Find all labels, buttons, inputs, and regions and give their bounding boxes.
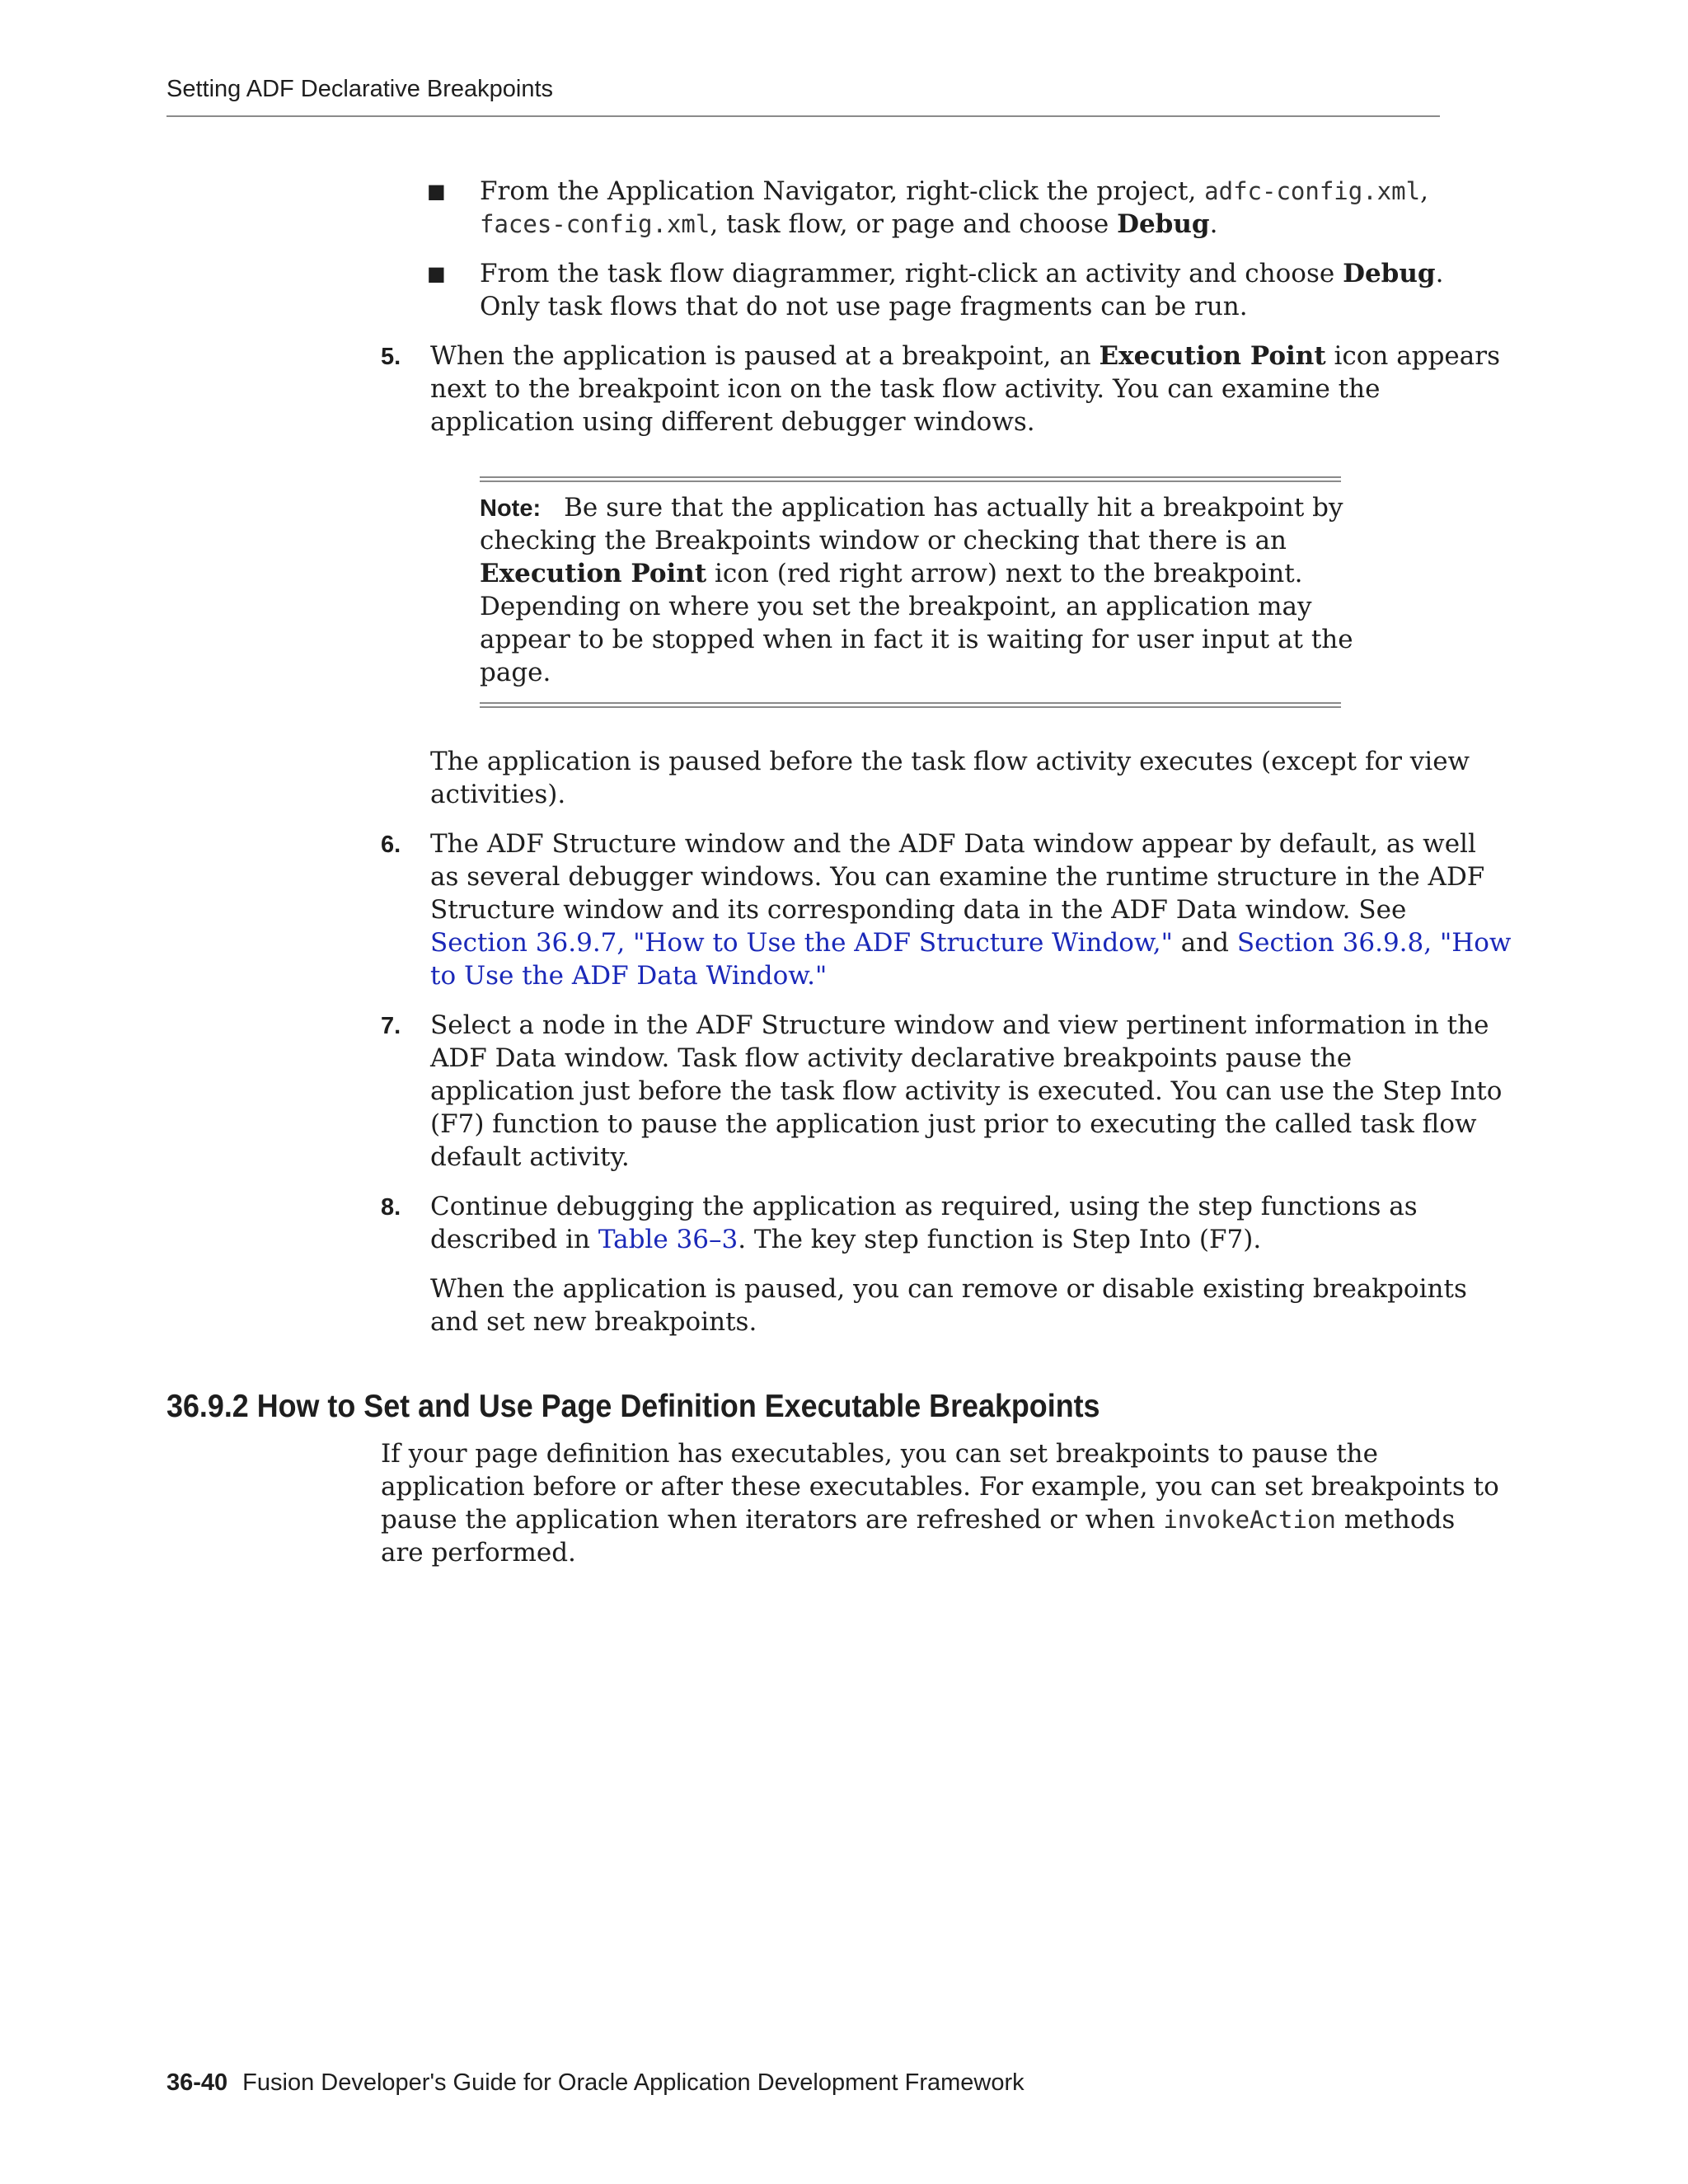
note-line-3: Execution Point icon (red right arrow) next to the breakpoint. [480,559,1303,588]
note-label: Note: [480,495,542,522]
debug-menu-term: Debug [1343,259,1436,288]
step-6-line-1: The ADF Structure window and the ADF Data window appear by default, as well [430,829,1476,859]
bullet-marker: ■ [427,262,446,285]
bullet-2-line-2: Only task flows that do not use page fragments can be run. [480,292,1248,321]
step-7-line-5: default activity. [430,1142,630,1172]
paused-paragraph-line-1: The application is paused before the task flow activity executes (except for view [430,747,1470,776]
step-7-line-1: Select a node in the ADF Structure window and view pertinent information in the [430,1010,1489,1040]
step-6-line-2: as several debugger windows. You can examine the runtime structure in the ADF [430,862,1485,892]
paused-paragraph-line-2: activities). [430,780,566,809]
step-5-line-1: When the application is paused at a breakpoint, an Execution Point icon appears [430,341,1500,371]
link-table-36-3[interactable]: Table 36–3 [598,1225,738,1254]
bullet-marker: ■ [427,180,446,203]
page-footer [166,2066,1025,2099]
step-7-line-4: (F7) function to pause the application just prior to executing the called task flow [430,1109,1477,1139]
link-section-36-9-7[interactable]: Section 36.9.7, "How to Use the ADF Structure Window," [430,928,1173,958]
section-body-line-1: If your page definition has executables, you can set breakpoints to pause the [381,1439,1378,1469]
step-number-7: 7. [381,1013,401,1039]
execution-point-term: Execution Point [1099,341,1326,371]
bullet-1-line-2: faces-config.xml, task flow, or page and choose Debug. [480,209,1218,239]
execution-point-term: Execution Point [480,559,707,588]
code-adfc-config: adfc-config.xml [1204,177,1421,205]
page-number: 36-40 [166,2069,228,2096]
step-8-para-2-line-1: When the application is paused, you can remove or disable existing breakpoints [430,1274,1467,1304]
note-line-1: Note: Be sure that the application has actually hit a breakpoint by [480,493,1343,523]
note-top-rule [480,476,1341,482]
step-8-para-2-line-2: and set new breakpoints. [430,1307,757,1337]
note-line-4: Depending on where you set the breakpoint, an application may [480,592,1312,621]
step-6-line-3: Structure window and its corresponding data in the ADF Data window. See [430,895,1407,925]
step-7-line-2: ADF Data window. Task flow activity declarative breakpoints pause the [430,1043,1353,1073]
header-rule [166,115,1440,117]
code-faces-config: faces-config.xml [480,210,710,238]
link-section-36-9-8-cont[interactable]: to Use the ADF Data Window." [430,961,828,991]
section-body-line-3: pause the application when iterators are refreshed or when invokeAction methods [381,1505,1456,1535]
note-bottom-rule [480,702,1341,708]
step-8-line-1: Continue debugging the application as required, using the step functions as [430,1192,1418,1221]
section-heading: 36.9.2 How to Set and Use Page Definition Executable Breakpoints [166,1389,1100,1424]
step-6-line-5 [430,959,827,992]
step-6-line-4: Section 36.9.7, "How to Use the ADF Structure Window," and Section 36.9.8, "How [430,928,1512,958]
debug-menu-term: Debug [1117,209,1210,239]
book-title: Fusion Developer's Guide for Oracle Application Development Framework [242,2069,1025,2096]
step-5-line-3: application using different debugger windows. [430,407,1035,437]
step-number-5: 5. [381,344,401,370]
running-header: Setting ADF Declarative Breakpoints [166,76,554,102]
step-5-line-2: next to the breakpoint icon on the task flow activity. You can examine the [430,374,1381,404]
note-line-2: checking the Breakpoints window or checking that there is an [480,526,1287,555]
step-number-6: 6. [381,832,401,858]
note-line-6: page. [480,658,551,687]
step-8-line-2: described in Table 36–3. The key step function is Step Into (F7). [430,1225,1262,1254]
bullet-1-line-1: From the Application Navigator, right-click the project, adfc-config.xml, [480,176,1428,206]
note-line-5: appear to be stopped when in fact it is waiting for user input at the [480,625,1353,654]
link-section-36-9-8[interactable]: Section 36.9.8, "How [1236,928,1512,958]
section-body-line-4: are performed. [381,1538,576,1568]
section-body-line-2: application before or after these executables. For example, you can set breakpoints to [381,1472,1499,1502]
step-7-line-3: application just before the task flow activity is executed. You can use the Step Into [430,1076,1503,1106]
bullet-2-line-1: From the task flow diagrammer, right-click an activity and choose Debug. [480,259,1444,288]
code-invokeaction: invokeAction [1163,1506,1336,1534]
step-number-8: 8. [381,1194,401,1221]
